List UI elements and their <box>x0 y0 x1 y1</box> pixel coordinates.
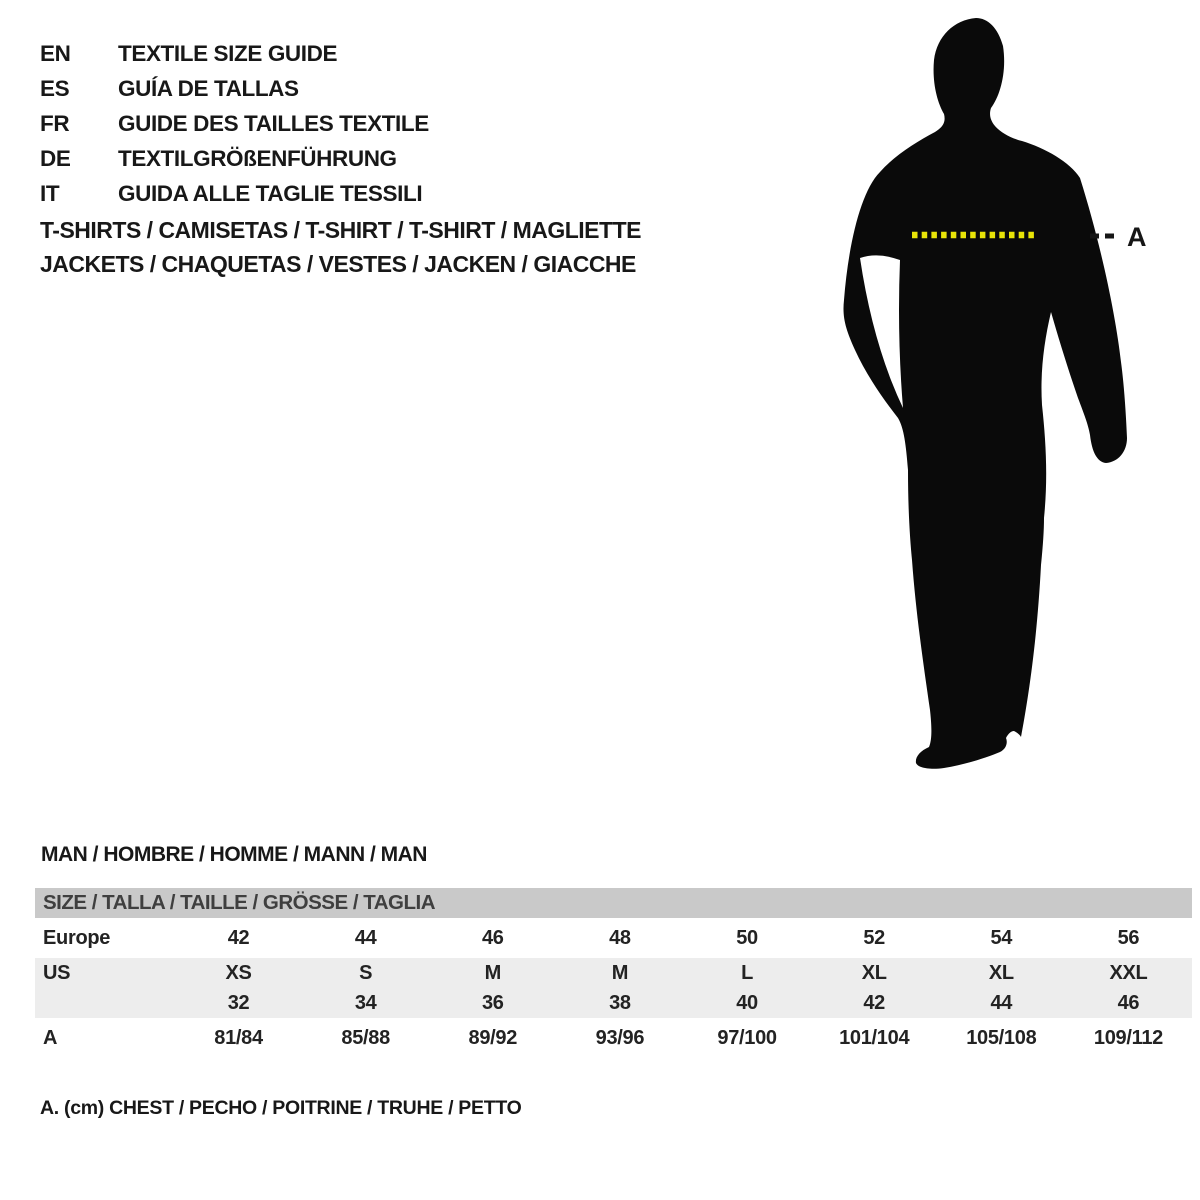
language-row <box>40 36 429 71</box>
size-cell: 42 <box>227 926 250 949</box>
size-cell: 81/84 <box>214 1026 263 1049</box>
size-cell: XL <box>861 961 887 984</box>
table-row-alt-size <box>35 988 1192 1018</box>
language-code: FR <box>40 110 70 136</box>
row-label: US <box>43 961 71 984</box>
language-label: GUIDE DES TAILLES TEXTILE <box>118 110 429 136</box>
language-row <box>40 106 429 141</box>
size-cell: 50 <box>736 926 758 949</box>
size-cell: 97/100 <box>717 1026 777 1049</box>
man-silhouette-shape <box>843 18 1127 769</box>
table-row-us <box>35 958 1192 988</box>
language-label: TEXTILGRÖßENFÜHRUNG <box>118 145 397 171</box>
language-label: GUÍA DE TALLAS <box>118 75 299 101</box>
size-cell: 48 <box>609 926 631 949</box>
size-cell: 44 <box>990 991 1013 1014</box>
language-list <box>40 36 429 211</box>
size-cell: 46 <box>481 926 504 949</box>
size-cell: 109/112 <box>1093 1026 1163 1049</box>
table-row-europe <box>35 918 1192 958</box>
language-label: GUIDA ALLE TAGLIE TESSILI <box>118 180 423 206</box>
measurement-footnote: A. (cm) CHEST / PECHO / POITRINE / TRUHE / PETTO <box>40 1097 522 1119</box>
man-silhouette-figure <box>840 0 1200 780</box>
size-cell: 32 <box>227 991 250 1014</box>
language-row <box>40 176 429 211</box>
size-cell: 56 <box>1117 926 1140 949</box>
size-cell: 42 <box>863 991 886 1014</box>
size-cell: 105/108 <box>966 1026 1037 1049</box>
size-cell: 93/96 <box>595 1026 645 1049</box>
category-line-jackets: JACKETS / CHAQUETAS / VESTES / JACKEN / GIACCHE <box>40 250 636 277</box>
size-cell: 85/88 <box>341 1026 390 1049</box>
language-code: EN <box>40 40 71 66</box>
size-cell: 38 <box>609 991 631 1014</box>
size-cell: 40 <box>736 991 758 1014</box>
size-cell: 54 <box>990 926 1013 949</box>
size-cell: 36 <box>481 991 504 1014</box>
category-list <box>40 214 641 281</box>
size-cell: 46 <box>1117 991 1140 1014</box>
size-cell: XS <box>225 961 252 984</box>
measure-label-a: A <box>1127 222 1147 252</box>
language-code: ES <box>40 75 70 101</box>
size-cell: XL <box>988 961 1014 984</box>
language-code: IT <box>40 180 60 206</box>
size-table-header: SIZE / TALLA / TAILLE / GRÖSSE / TAGLIA <box>35 888 1192 918</box>
size-cell: L <box>741 961 754 984</box>
language-code: DE <box>40 145 71 171</box>
section-title: MAN / HOMBRE / HOMME / MANN / MAN <box>41 843 427 866</box>
size-cell: 34 <box>354 991 377 1014</box>
table-row-chest-cm <box>35 1018 1192 1058</box>
size-cell: M <box>484 961 501 984</box>
language-row <box>40 141 429 176</box>
language-label: TEXTILE SIZE GUIDE <box>118 40 338 66</box>
size-cell: 89/92 <box>468 1026 518 1049</box>
size-cell: 52 <box>863 926 886 949</box>
size-cell: XXL <box>1109 961 1148 984</box>
size-cell: M <box>611 961 629 984</box>
category-line-tshirts: T-SHIRTS / CAMISETAS / T-SHIRT / T-SHIRT / MAGLIETTE <box>40 217 641 243</box>
size-cell: 44 <box>354 926 377 949</box>
language-row <box>40 71 429 106</box>
size-cell: S <box>359 961 373 984</box>
size-cell: 101/104 <box>839 1026 910 1049</box>
row-label: Europe <box>43 926 111 949</box>
size-table <box>35 888 1192 1058</box>
row-label: A <box>43 1026 58 1049</box>
